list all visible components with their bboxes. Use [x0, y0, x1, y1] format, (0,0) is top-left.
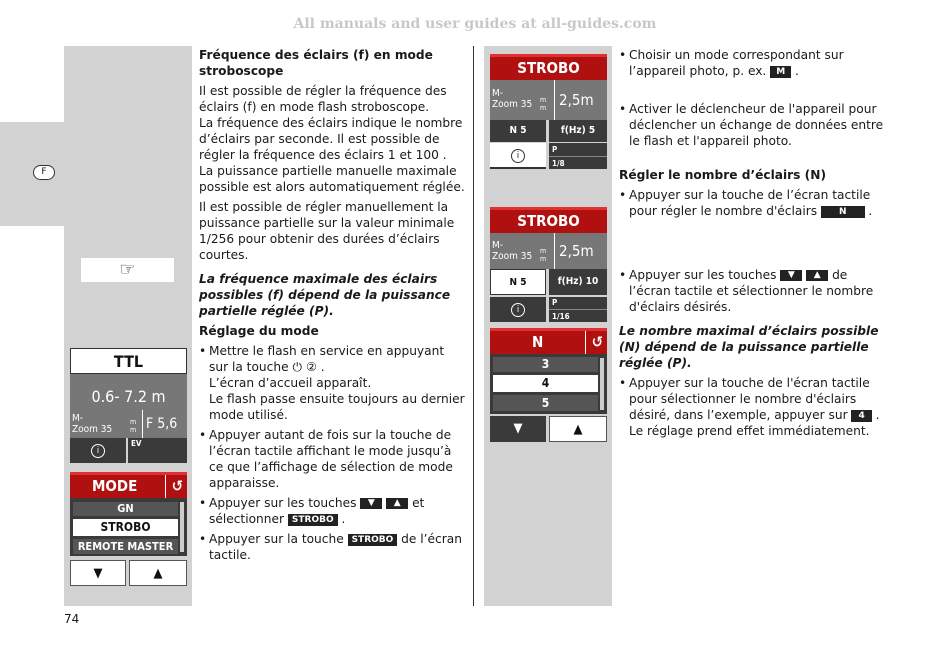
paragraph: Il est possible de régler la fréquence des éclairs (f) en mode flash stroboscope.: [199, 84, 447, 114]
back-icon[interactable]: ↺: [165, 475, 183, 498]
n-title: N ↺: [490, 328, 607, 354]
paragraph: La fréquence des éclairs indique le nombre d’éclairs par seconde. Il est possible de régler la fréquence des éclairs 1 et 100 .: [199, 116, 463, 162]
steps-list: [619, 375, 887, 439]
strobo-zoom: M- Zoom 35: [490, 80, 540, 120]
info-glyph: i: [511, 149, 525, 163]
scrollbar[interactable]: [600, 358, 604, 410]
paragraph: Il est possible de régler manuellement la puissance partielle sur la valeur minimale 1/256 pour obtenir des durées d’éclairs courtes.: [199, 200, 455, 262]
column-divider: [473, 46, 474, 606]
info-icon[interactable]: [490, 143, 546, 169]
power-value[interactable]: 1/16: [549, 309, 607, 322]
language-badge: F: [33, 165, 55, 180]
steps-list: [199, 343, 467, 563]
column-text-left: [199, 47, 467, 567]
mode-title: MODE ↺: [70, 472, 187, 498]
power-value[interactable]: 1/8: [549, 156, 607, 169]
strobo-title: STROBO: [490, 207, 607, 233]
list-item: • Appuyer sur les touches ▼ ▲ et sélectionner STROBO .: [199, 495, 467, 527]
screen-strobo-1: [490, 54, 607, 169]
list-item: • Appuyer sur la touche de l’écran tactile pour régler le nombre d'éclairs N .: [619, 187, 887, 219]
up-button[interactable]: ▲: [129, 560, 187, 586]
down-arrow-icon: ▼: [780, 270, 802, 281]
list-item: • Appuyer sur la touche STROBO de l’écran tactile.: [199, 531, 467, 563]
list-item: • Activer le déclencheur de l'appareil pour déclencher un échange de données entre le flash et l'appareil photo.: [619, 101, 887, 149]
m-chip: M: [770, 66, 791, 78]
flash-count-button[interactable]: N 5: [490, 120, 546, 142]
list-item: • Choisir un mode correspondant sur l’appareil photo, p. ex. M .: [619, 47, 887, 79]
column-text-right: [619, 47, 887, 443]
screen-n: [490, 328, 607, 443]
strobo-chip: STROBO: [288, 514, 338, 526]
screen-strobo-2: [490, 207, 607, 322]
down-button[interactable]: ▼: [70, 560, 126, 586]
list-item: • Appuyer sur la touche de l'écran tactile pour sélectionner le nombre d'éclairs désiré, dans l’exemple, appuyer sur 4 . Le réglage prend effet immédiatement.: [619, 375, 887, 439]
section-heading: Fréquence des éclairs (f) en mode stroboscope: [199, 48, 433, 78]
power-label[interactable]: P: [549, 143, 607, 156]
ttl-fstop: F 5,6: [142, 410, 187, 438]
up-arrow-icon: ▲: [386, 498, 408, 509]
list-item: • Appuyer autant de fois sur la touche de l’écran tactile affichant le mode jusqu’à ce que l’affichage de sélection de mode apparaisse.: [199, 427, 467, 491]
power-label[interactable]: P: [549, 297, 607, 309]
list-item: • Mettre le flash en service en appuyant sur la touche ⏻ ② . L’écran d’accueil apparaît. Le flash passe ensuite toujours au dernier mode utilisé.: [199, 343, 467, 423]
info-icon[interactable]: [70, 438, 126, 463]
strobo-mm: m m: [540, 80, 554, 120]
four-chip: 4: [851, 410, 871, 422]
steps-list: [619, 47, 887, 149]
frequency-button[interactable]: f(Hz) 10: [549, 269, 607, 295]
screen-ttl: [70, 348, 187, 463]
n-chip: N: [821, 206, 865, 218]
ttl-mm: m m: [130, 410, 142, 438]
strobo-title: STROBO: [490, 54, 607, 80]
info-glyph: i: [511, 303, 525, 317]
steps-list: [619, 187, 887, 315]
strobo-mm: m m: [540, 233, 554, 269]
back-icon[interactable]: ↺: [585, 331, 603, 354]
note: La fréquence maximale des éclairs possibles (f) dépend de la puissance partielle réglée (P).: [199, 272, 451, 318]
up-arrow-icon: ▲: [806, 270, 828, 281]
mode-item-remote-master[interactable]: REMOTE MASTER: [73, 539, 178, 554]
scrollbar[interactable]: [180, 502, 184, 552]
n-item-3[interactable]: 3: [493, 357, 598, 372]
ttl-zoom: M- Zoom 35: [70, 410, 130, 438]
ev-button[interactable]: EV: [128, 438, 187, 463]
mode-item-gn[interactable]: GN: [73, 502, 178, 516]
mode-item-strobo[interactable]: STROBO: [73, 519, 178, 536]
n-item-5[interactable]: 5: [493, 395, 598, 411]
number-two-icon: ②: [305, 360, 317, 374]
ttl-range: 0.6- 7.2 m: [70, 374, 187, 410]
down-arrow-icon: ▼: [360, 498, 382, 509]
pointing-hand-icon: ☞: [81, 258, 174, 282]
down-button[interactable]: ▼: [490, 416, 546, 442]
frequency-button[interactable]: f(Hz) 5: [549, 120, 607, 142]
watermark: All manuals and user guides at all-guides.com: [293, 16, 657, 32]
flash-count-button[interactable]: N 5: [490, 269, 546, 295]
up-button[interactable]: ▲: [549, 416, 607, 442]
power-icon: ⏻: [292, 360, 303, 374]
screen-mode: [70, 472, 187, 587]
note: Le nombre maximal d’éclairs possible (N) dépend de la puissance partielle réglée (P).: [619, 324, 879, 370]
paragraph: La puissance partielle manuelle maximale possible est alors automatiquement réglée.: [199, 164, 465, 194]
n-item-4[interactable]: 4: [493, 375, 598, 392]
ttl-title: TTL: [70, 348, 187, 374]
subheading: Réglage du mode: [199, 324, 319, 338]
strobo-chip: STROBO: [348, 534, 398, 546]
subheading: Régler le nombre d’éclairs (N): [619, 168, 827, 182]
info-icon[interactable]: [490, 297, 546, 322]
strobo-distance: 2,5m: [554, 80, 607, 120]
page-number: 74: [64, 612, 80, 626]
strobo-zoom: M- Zoom 35: [490, 233, 540, 269]
info-glyph: i: [91, 444, 105, 458]
list-item: • Appuyer sur les touches ▼ ▲ de l’écran tactile et sélectionner le nombre d'éclairs désirés.: [619, 267, 887, 315]
strobo-distance: 2,5m: [554, 233, 607, 269]
